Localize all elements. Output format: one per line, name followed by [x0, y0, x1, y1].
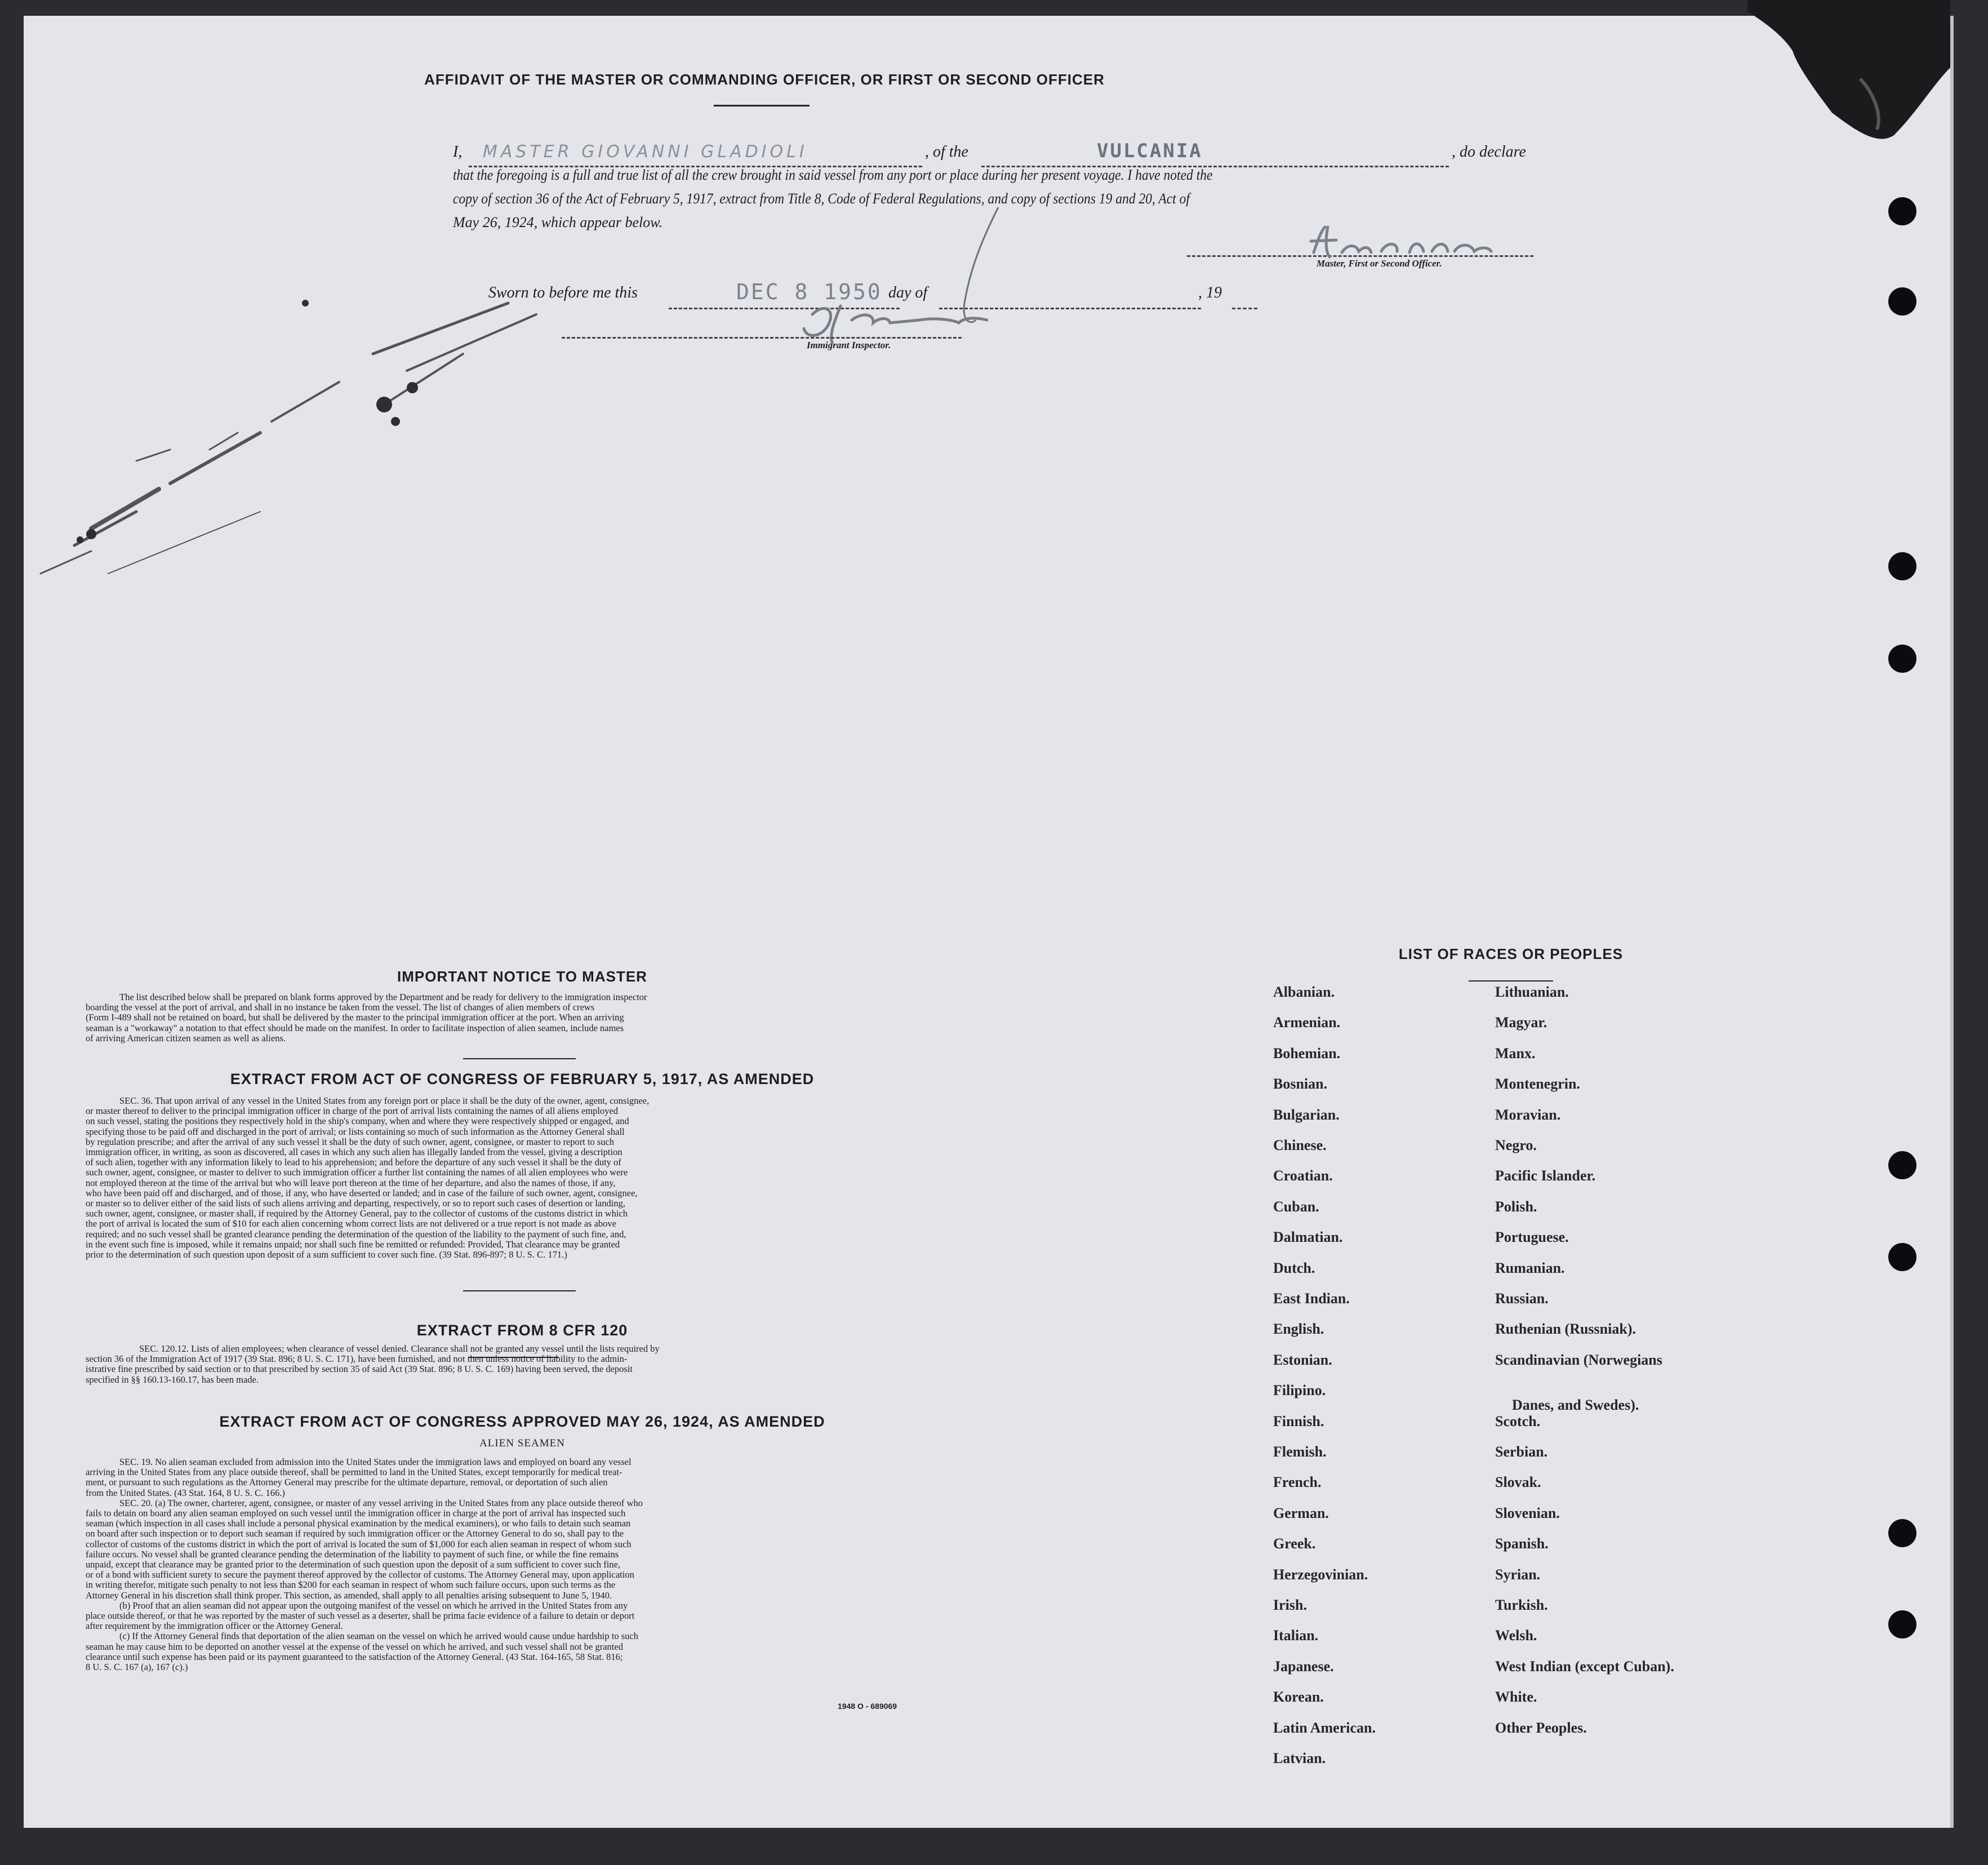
race-item: Albanian. [1273, 984, 1335, 1000]
ink-smudge [24, 292, 553, 675]
race-item: Cuban. [1273, 1198, 1319, 1215]
text-line: Attorney General in his discretion shall think proper. This section, as amended, shall apply to all penalties arising subsequent to June 5, 1940. [86, 1589, 612, 1601]
race-item: Turkish. [1495, 1597, 1548, 1613]
text-line: SEC. 20. (a) The owner, charterer, agent, consignee, or master of any vessel arriving in the United States from any place outside thereof who [119, 1497, 643, 1508]
race-item: Croatian. [1273, 1167, 1333, 1184]
do-declare-label: , do declare [1452, 143, 1526, 161]
text-line: by regulation prescribe; and after the arrival of any such vessel it shall be the duty of such owner, agent, consignee, or master to report to such [86, 1136, 615, 1147]
race-item: Latin American. [1273, 1719, 1376, 1736]
races-title: LIST OF RACES OR PEOPLES [1398, 945, 1624, 962]
race-item: Chinese. [1273, 1137, 1327, 1153]
text-line: prior to the determination of such question upon deposit of a sum sufficient to cover such fine. (39 Stat. 896-897; 8 U. S. C. 171.) [86, 1249, 567, 1260]
i-label: I, [453, 143, 462, 161]
master-name: MASTER GIOVANNI GLADIOLI [483, 142, 808, 162]
race-item: Pacific Islander. [1495, 1167, 1596, 1184]
text-line: such owner, agent, consignee, or master shall, if required by the Attorney General, pay to the collector of customs of the customs district in which [86, 1208, 628, 1219]
race-item: Serbian. [1495, 1444, 1548, 1460]
race-item: English. [1273, 1321, 1324, 1338]
inspector-signature [790, 207, 1105, 354]
punch-hole-5 [1888, 1151, 1916, 1179]
text-line: failure occurs. No vessel shall be granted clearance pending the determination of the liability to payment of such fine, or while the fine remains [86, 1548, 619, 1560]
extract-1917-text [86, 1096, 948, 1260]
text-line: The list described below shall be prepared on blank forms approved by the Department and be ready for delivery to the immigration inspector [119, 992, 647, 1002]
race-item: Moravian. [1495, 1106, 1561, 1123]
of-the-label: , of the [925, 143, 968, 161]
text-line: arriving in the United States from any place outside thereof, shall be permitted to land in the United States, except temporarily for medical treat- [86, 1467, 622, 1478]
punch-hole-1 [1888, 197, 1916, 225]
punch-hole-8 [1888, 1610, 1916, 1638]
text-line: fails to detain on board any alien seaman employed on such vessel until the immigration officer in charge at the port of arrival has inspected such [86, 1508, 626, 1519]
text-line: on such vessel, stating the positions they respectively hold in the ship's company, when and where they were respectively shipped or engaged, and [86, 1116, 629, 1127]
year-prefix: , 19 [1198, 284, 1222, 301]
race-item: Bulgarian. [1273, 1106, 1340, 1123]
text-line: (c) If the Attorney General finds that deportation of the alien seaman on the vessel on which he arrived would cause undue hardship to such [119, 1631, 638, 1642]
text-line: of such alien, together with any information likely to lead to his apprehension; and before the departure of any such vessel it shall be the duty of [86, 1157, 621, 1168]
master-caption: Master, First or Second Officer. [1317, 258, 1442, 269]
text-line: unpaid, except that clearance may be granted prior to the determination of such question upon the deposit of a sum sufficient to cover such fine, [86, 1559, 621, 1570]
text-line: collector of customs of the customs district in which the port of arrival is located the sum of $1,000 for each alien seaman in respect of whom such [86, 1538, 631, 1549]
text-line: (b) Proof that an alien seaman did not appear upon the outgoing manifest of the vessel on which he arrived in the United States from any [119, 1600, 628, 1611]
race-item: Italian. [1273, 1627, 1319, 1644]
text-line: SEC. 36. That upon arrival of any vessel in the United States from any foreign port or place it shall be the duty of the owner, agent, consignee, [119, 1095, 650, 1106]
torn-corner [1747, 0, 1950, 169]
text-line: SEC. 19. No alien seaman excluded from admission into the United States under the immigration laws and employed on board any vessel [119, 1457, 631, 1467]
text-line: or master thereof to deliver to the principal immigration officer in charge of the port of arrival lists containing the names of all aliens employed [86, 1105, 619, 1117]
punch-hole-6 [1888, 1243, 1916, 1271]
race-item: Dutch. [1273, 1259, 1315, 1276]
race-item: Flemish. [1273, 1444, 1327, 1460]
text-line: seaman (which inspection in all cases shall include a personal physical examination by the medical examiners), or who fails to detain such seaman [86, 1518, 631, 1529]
race-item: Russian. [1495, 1290, 1549, 1307]
text-line: in writing therefor, mitigate such penalty to not less than $200 for each seaman in respect of whom such failure occurs, upon such terms as the [86, 1579, 616, 1591]
race-item: West Indian (except Cuban). [1495, 1658, 1674, 1675]
race-item: French. [1273, 1474, 1322, 1491]
notice-text [86, 992, 948, 1043]
race-item: Latvian. [1273, 1750, 1326, 1766]
text-line: from the United States. (43 Stat. 164, 8 U. S. C. 166.) [86, 1487, 285, 1498]
race-item: Japanese. [1273, 1658, 1334, 1675]
text-line: in the event such fine is imposed, while it remains unpaid; nor shall such fine be remitted or refunded: Provided, That clearance may be granted [86, 1238, 620, 1250]
extract-1917-divider [463, 1290, 576, 1291]
race-item: Rumanian. [1495, 1259, 1565, 1276]
race-item: East Indian. [1273, 1290, 1350, 1307]
race-item: Dalmatian. [1273, 1229, 1343, 1246]
text-line: istrative fine prescribed by said section or to that prescribed by section 35 of said Act (39 Stat. 896; 8 U. S. C. 169) having been served, the deposit [86, 1364, 633, 1375]
declaration-line-1: that the foregoing is a full and true list of all the crew brought in said vessel from any port or place during her present voyage. I have noted the [453, 167, 1213, 183]
text-line: or of a bond with sufficient surety to secure the payment thereof approved by the collector of customs. The Attorney General may, upon application [86, 1569, 634, 1580]
text-line: section 36 of the Immigration Act of 1917 (39 Stat. 896; 8 U. S. C. 171), have been furnished, and not then unless notice of liability to the admin- [86, 1353, 628, 1365]
extract-1917-title: EXTRACT FROM ACT OF CONGRESS OF FEBRUARY 5, 1917, AS AMENDED [230, 1071, 815, 1087]
inspector-signature-line [562, 337, 962, 339]
extract-1924-text [86, 1457, 948, 1672]
race-item: Negro. [1495, 1137, 1537, 1153]
text-line: boarding the vessel at the port of arrival, and shall in no instance be taken from the vessel. The list of changes of alien members of crews [86, 1002, 595, 1013]
print-code: 1948 O - 689069 [838, 1702, 897, 1711]
inspector-caption: Immigrant Inspector. [807, 340, 891, 350]
race-item: Portuguese. [1495, 1229, 1569, 1246]
text-line: such owner, agent, consignee, or master to deliver to such immigration officer a further list containing the names of all alien employees who were [86, 1167, 628, 1178]
race-item: Bosnian. [1273, 1076, 1328, 1093]
punch-hole-7 [1888, 1519, 1916, 1547]
text-line: of arriving American citizen seamen as well as aliens. [86, 1032, 286, 1043]
extract-1924-subtitle: ALIEN SEAMEN [479, 1437, 565, 1449]
race-item: Filipino. [1273, 1382, 1326, 1399]
sworn-label: Sworn to before me this [488, 284, 638, 301]
text-line: clearance until such expense has been paid or its payment guaranteed to the satisfaction of the Attorney General. (43 Stat. 164-165, 58 Stat. 816; [86, 1651, 623, 1662]
text-line: the port of arrival is located the sum of $10 for each alien concerning whom correct lists are not delivered or a true report is not made as above [86, 1218, 616, 1229]
race-item: Herzegovinian. [1273, 1566, 1368, 1583]
race-item: Slovenian. [1495, 1504, 1560, 1521]
affidavit-title: AFFIDAVIT OF THE MASTER OR COMMANDING OFFICER, OR FIRST OR SECOND OFFICER [424, 71, 1105, 88]
race-item: Lithuanian. [1495, 984, 1569, 1000]
extract-1924-title: EXTRACT FROM ACT OF CONGRESS APPROVED MAY 26, 1924, AS AMENDED [219, 1413, 825, 1430]
race-item: Scandinavian (Norwegians [1495, 1351, 1662, 1368]
race-item: Danes, and Swedes). [1512, 1397, 1639, 1414]
text-line: place outside thereof, or that he was reported by the master of such vessel as a deserter, shall be prima facie evidence of a failure to detain or deport [86, 1610, 635, 1622]
races-divider [1469, 980, 1553, 982]
race-item: Spanish. [1495, 1535, 1549, 1552]
text-line: specified in §§ 160.13-160.17, has been made. [86, 1374, 259, 1385]
declaration-line-2: copy of section 36 of the Act of February 5, 1917, extract from Title 8, Code of Federal Regulations, and copy of sections 19 and 20, Act of [453, 190, 1190, 207]
race-item: Other Peoples. [1495, 1719, 1587, 1736]
race-item: Irish. [1273, 1597, 1307, 1613]
text-line: seaman he may cause him to be deported on another vessel at the expense of the vessel on which he arrived, and such vessel shall not be granted [86, 1641, 623, 1652]
sworn-date-stamp: DEC 8 1950 [736, 279, 882, 304]
race-item: Syrian. [1495, 1566, 1541, 1583]
text-line: SEC. 120.12. Lists of alien employees; when clearance of vessel denied. Clearance shall not be granted any vessel until the lists required by [139, 1343, 660, 1354]
race-item: Welsh. [1495, 1627, 1537, 1644]
text-line: specifying those to be paid off and discharged in the port of arrival; or lists containing so much of such information as the Attorney General shall [86, 1126, 625, 1137]
title-underline [714, 105, 810, 106]
text-line: required; and no such vessel shall be granted clearance pending the determination of the question of the liability to the payment of such fine, and, [86, 1228, 626, 1240]
punch-hole-2 [1888, 287, 1916, 316]
notice-title: IMPORTANT NOTICE TO MASTER [397, 968, 647, 985]
year-line [1232, 308, 1257, 309]
race-item: Polish. [1495, 1198, 1537, 1215]
text-line: ment, or pursuant to such regulations as the Attorney General may prescribe for the ultimate departure, removal, or deportation of such alien [86, 1477, 608, 1488]
text-line: or master so to deliver either of the said lists of such aliens arriving and departing, respectively, or so to report such cases of desertion or landing, [86, 1198, 625, 1209]
extract-cfr-text [86, 1344, 948, 1385]
punch-hole-4 [1888, 645, 1916, 673]
extract-cfr-title: EXTRACT FROM 8 CFR 120 [416, 1322, 628, 1339]
race-item: Greek. [1273, 1535, 1316, 1552]
race-item: White. [1495, 1689, 1537, 1706]
race-item: Slovak. [1495, 1474, 1541, 1491]
vessel-name: VULCANIA [1097, 140, 1203, 162]
race-item: Montenegrin. [1495, 1076, 1580, 1093]
race-item: German. [1273, 1504, 1329, 1521]
race-item: Magyar. [1495, 1014, 1547, 1031]
race-item: Scotch. [1495, 1413, 1541, 1429]
document-page [24, 16, 1954, 1828]
text-line: not employed thereon at the time of the arrival but who will leave port thereon at the time of her departure, and also the names of those, if any, [86, 1177, 616, 1188]
race-item: Bohemian. [1273, 1045, 1341, 1062]
declaration-line-3: May 26, 1924, which appear below. [453, 214, 663, 230]
race-item: Finnish. [1273, 1413, 1324, 1429]
text-line: who have been paid off and discharged, and of those, if any, who have deserted or landed; and in case of the failure of such owner, agent, consignee, [86, 1187, 638, 1198]
race-item: Armenian. [1273, 1014, 1341, 1031]
race-item: Manx. [1495, 1045, 1536, 1062]
race-item: Ruthenian (Russniak). [1495, 1321, 1636, 1338]
race-item: Korean. [1273, 1689, 1324, 1706]
day-of-label: day of [888, 284, 928, 301]
text-line: seaman is a "workaway" a notation to that effect should be made on the manifest. In order to facilitate inspection of alien seamen, include names [86, 1022, 624, 1033]
text-line: after requirement by the immigration officer or the Attorney General. [86, 1620, 343, 1632]
text-line: on board after such inspection or to deport such seaman if required by such immigration officer or the Attorney General to do so, shall pay to the [86, 1528, 624, 1539]
text-line: 8 U. S. C. 167 (a), 167 (c).) [86, 1662, 188, 1673]
notice-divider [463, 1058, 576, 1059]
text-line: immigration officer, in writing, as soon as discovered, all cases in which any such alien has illegally landed from the vessel, giving a description [86, 1147, 622, 1158]
race-item: Estonian. [1273, 1351, 1332, 1368]
text-line: (Form I-489 shall not be retained on board, but shall be delivered by the master to the principal immigration officer at the port. When an arriving [86, 1012, 624, 1023]
punch-hole-3 [1888, 552, 1916, 580]
